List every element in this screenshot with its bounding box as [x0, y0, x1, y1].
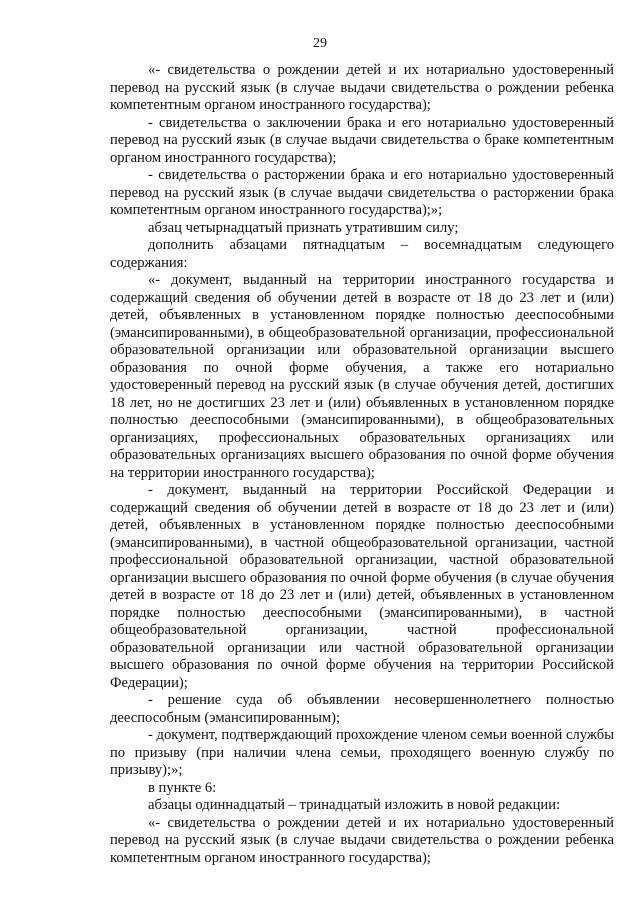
paragraph: «- свидетельства о рождении детей и их нотариально удостоверенный перевод на русский язык (в случае выдачи свидетельства о рождении ребенка компетентным органом иностранного государства);	[110, 62, 614, 113]
paragraph: дополнить абзацами пятнадцатым – восемнадцатым следующего содержания:	[110, 237, 614, 271]
paragraph: - свидетельства о расторжении брака и его нотариально удостоверенный перевод на русский язык (в случае выдачи свидетельства о расторжении брака компетентным органом иностранного государства);»;	[110, 167, 614, 218]
paragraph: - свидетельства о заключении брака и его нотариально удостоверенный перевод на русский язык (в случае выдачи свидетельства о браке компетентным органом иностранного государства);	[110, 114, 614, 166]
paragraph: «- документ, выданный на территории иностранного государства и содержащий сведения об обучении детей в возрасте от 18 до 23 лет и (или) детей, объявленных в установленном порядке полностью дееспособными (эмансипированными), в общеобразовательной организации, профессиональной образовательной организации или образовательной организации высшего образования по очной форме обучения, а также его нотариально удостоверенный перевод на русский язык (в случае обучения детей, достигших 18 лет, но не достигших 23 лет и (или) объявленных в установленном порядке полностью дееспособными (эмансипированными), в общеобразовательных организациях, профессиональных образовательных организациях или образовательных организациях высшего образования по очной форме обучения на территории иностранного государства);	[110, 272, 614, 481]
paragraph: - документ, подтверждающий прохождение членом семьи военной службы по призыву (при наличии члена семьи, проходящего военную службу по призыву);»;	[110, 727, 614, 778]
paragraph: абзац четырнадцатый признать утратившим силу;	[148, 219, 459, 236]
page-number: 29	[313, 36, 327, 51]
paragraph: - документ, выданный на территории Российской Федерации и содержащий сведения об обучении детей в возрасте от 18 до 23 лет и (или) детей, объявленных в установленном порядке полностью дееспособными (эмансипированными), в частной общеобразовательной организации, частной профессиональной образовательной организации, частной образовательной организации высшего образования по очной форме обучения (в случае обучения детей в возрасте от 18 до 23 лет и (или) детей, объявленных в установленном порядке полностью дееспособными (эмансипированными), в частной общеобразовательной организации, частной профессиональной образовательной организации или частной образовательной организации высшего образования по очной форме обучения на территории Российской Федерации);	[110, 482, 614, 691]
document-body	[110, 62, 614, 867]
paragraph: «- свидетельства о рождении детей и их нотариально удостоверенный перевод на русский язык (в случае выдачи свидетельства о рождении ребенка компетентным органом иностранного государства);	[110, 814, 614, 866]
paragraph: абзацы одиннадцатый – тринадцатый изложить в новой редакции:	[148, 797, 561, 813]
paragraph: в пункте 6:	[148, 779, 217, 796]
paragraph: - решение суда об объявлении несовершеннолетнего полностью дееспособным (эмансипированным);	[110, 692, 614, 726]
